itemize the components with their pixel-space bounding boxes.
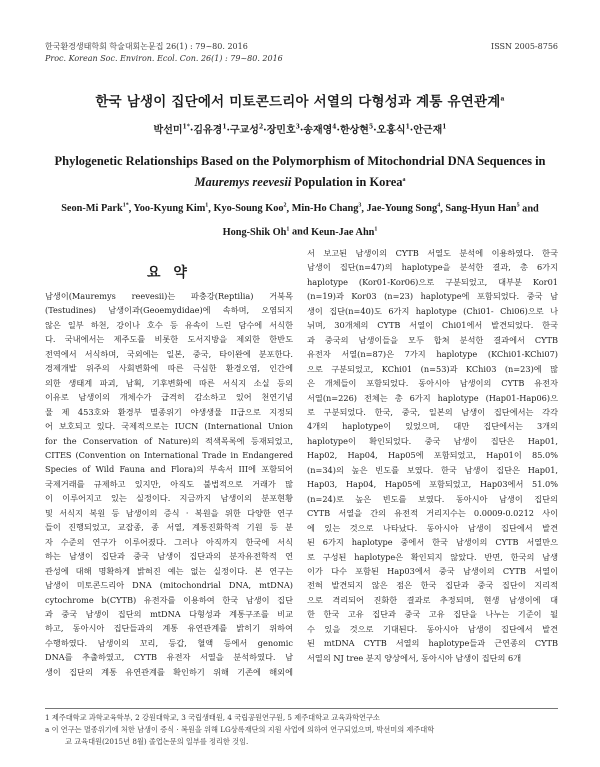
- abstract-line: 된 6가지 haplotype 중에서 한국 남생이의 CYTB 서열만으: [307, 537, 558, 548]
- author-en: Seon-Mi Park$^{1*}$: [61, 203, 129, 215]
- abstract-line: 과 중국의 남생이들을 모두 합쳐 분석한 결과에서 CYTB: [307, 334, 558, 345]
- abstract-line: 하고, 동아시아 집단들과의 계통 유연관계를 밝히기 위하여: [45, 623, 293, 634]
- abstract-line: 뉘며, 30개체의 CYTB 서열이 Chi01에서 발견되었다. 한국: [307, 320, 558, 331]
- abstract-line: 로 구분되었다. 한국, 중국, 일본의 남생이 집단에서는 각각: [307, 406, 558, 417]
- author-ko: ·구교성$^2$: [226, 123, 264, 136]
- abstract-line: 4개의 haplotype이 있었으며, 대만 집단에서는 3개의: [307, 421, 558, 432]
- footnote-affiliations: 1 제주대학교 과학교육학부, 2 강원대학교, 3 국립생태원, 4 국립공원연구원, 5 제주대학교 교육과학연구소: [45, 713, 380, 722]
- affiliation-mark: 5: [516, 203, 520, 209]
- author-ko: ·장민호$^3$: [263, 123, 300, 136]
- abstract-line: 국제거래를 규제하고 있지만, 아직도 불법적으로 거래가 많: [45, 478, 293, 489]
- abstract-line: CYTB 서열을 간의 유전적 거리지수는 0.0009-0.0212 사이: [307, 508, 558, 519]
- journal-en: Proc. Korean Soc. Environ. Ecol. Con. 26(1) : 79~80. 2016: [45, 54, 283, 63]
- author-ko: ·한상현$^5$: [336, 123, 374, 136]
- abstract-line: 로 구성된 haplotype은 확인되지 않았다. 반면, 한국의 남생: [307, 551, 558, 562]
- abstract-line: 물 제 453호와 환경부 멸종위기 야생생물 II급으로 지정되: [45, 406, 293, 417]
- authors-english: Seon-Mi Park$^{1*}$, Yoo-Kyung Kim$^1$, Kyo-Soung Koo$^2$, Min-Ho Chang$^3$, Jae-Young Song$^4$, Sang-Hyun Han$^5$ and Hong-Shik Oh$^1$ and Keun-Jae Ahn$^1$: [61, 203, 539, 238]
- abstract-line: for the Conservation of Nature)의 적색목록에 등재되었고,: [45, 435, 293, 446]
- affiliation-mark: 4: [437, 203, 441, 209]
- abstract-line: 수 있을 것으로 기대된다. 동아시아 남생이 집단에서 발견: [307, 623, 558, 634]
- abstract-line: 서 보고된 남생이의 CYTB 서열도 분석에 이용하였다. 한국: [307, 248, 558, 258]
- abstract-line: 다. 국내에서는 제주도를 비롯한 도서지방을 제외한 한반도: [45, 334, 293, 345]
- author-en: Keun-Jae Ahn$^1$: [311, 226, 378, 238]
- affiliation-mark: 1: [205, 203, 209, 209]
- affiliation-mark: 1: [374, 226, 378, 233]
- affiliation-mark: 1: [405, 123, 410, 131]
- abstract-line: 않은 일부 하천, 강이나 호수 등 유속이 느린 담수에 서식한: [45, 319, 293, 330]
- abstract-line: 수행하였다. 남생이의 꼬리, 등갑, 혈액 등에서 genomic: [45, 637, 293, 648]
- title-korean: 한국 남생이 집단에서 미토콘드리아 서열의 다형성과 계통 유연관계$^a$: [95, 94, 505, 110]
- abstract-line: haplotype이 확인되었다. 중국 남생이 집단은 Hap01,: [307, 435, 558, 446]
- author-ko: 박선미$^{1*}$: [153, 123, 190, 136]
- abstract-line: CITES (Convention on International Trade in Endangered: [45, 449, 293, 460]
- abstract-line: Hap03, Hap04, Hap05에 포함되었고, Hap03에서 51.0%: [307, 479, 558, 490]
- abstract-line: 으로 격리되어 진화한 결과로 추정되며, 현생 남생이에 대: [307, 594, 558, 605]
- abstract-line: 한 한국 고유 집단과 중국 고유 집단을 나누는 기준이 될: [307, 609, 558, 620]
- footnote-funding-cont: 교 교육대원(2015년 8월) 졸업논문의 일부를 정리한 것임.: [65, 737, 249, 746]
- abstract-line: 은 개체들이 포함되었다. 동아시아 남생이의 CYTB 유전자: [307, 378, 558, 389]
- affiliation-mark: 3: [358, 203, 362, 209]
- abstract-line: (n=19)과 Kor03 (n=23) haplotype에 포함되었다. 중국 남: [307, 291, 558, 302]
- abstract-line: 서열(n=226) 전체는 총 6가지 haplotype (Hap01-Hap06)으: [307, 392, 558, 403]
- abstract-right-column: [307, 246, 558, 665]
- affiliation-mark: 1: [222, 123, 227, 131]
- abstract-line: Species of Wild Fauna and Flora)의 부속서 III에 포함되어: [45, 464, 293, 475]
- abstract-line: 전역에서 서식하며, 국외에는 일본, 중국, 타이완에 분포한다.: [45, 348, 293, 359]
- abstract-line: 전혀 발견되지 않은 점은 한국 집단과 중국 집단이 지리적: [307, 580, 558, 591]
- abstract-line: 이 이루어지고 있는 실정이다. 지금까지 남생이의 분포현황: [45, 493, 293, 504]
- footnote-funding: a 이 연구는 멸종위기에 처한 남생이 증식 · 복원을 위해 LG상록재단의 지원 사업에 의하여 연구되었으며, 박선미의 제주대학: [45, 725, 435, 734]
- affiliation-mark: 4: [332, 123, 337, 131]
- affiliation-mark: 2: [258, 123, 264, 131]
- abstract-line: 들이 진행되었고, 교잡종, 종 서열, 계통진화학적 기원 등 분: [45, 522, 293, 533]
- abstract-line: 남생이 집단(n=47)의 haplotype을 분석한 결과, 총 6가지: [307, 262, 558, 273]
- abstract-line: (n=34)의 높은 빈도를 보였다. 한국 남생이 집단은 Hap01,: [307, 464, 558, 475]
- running-header: [45, 41, 558, 65]
- footnotes: [45, 712, 558, 748]
- abstract-line: 생이 집단(n=40)도 6가지 haplotype (Chi01- Chi06)으로 나: [307, 305, 558, 316]
- abstract-line: 된 mtDNA CYTB 서열의 haplotype들과 근연종의 CYTB: [307, 638, 558, 649]
- affiliation-mark: 1: [442, 123, 447, 131]
- abstract-line: 남생이 미토콘드리아 DNA (mitochondrial DNA, mtDNA): [45, 580, 293, 591]
- species-name: Mauremys reevesii: [194, 175, 292, 190]
- footnote-divider: [45, 708, 558, 709]
- abstract-line: DNA를 추출하였고, CYTB 유전자 서열을 분석하였다. 남: [45, 652, 293, 663]
- abstract-line: cytochrome b(CYTB) 유전자를 이용하여 한국 남생이 집단: [45, 594, 293, 605]
- abstract-line: 생이 집단의 계통 유연관계를 확인하기 위해 기존에 해외에: [45, 666, 293, 677]
- author-ko: ·김유경$^1$: [189, 123, 227, 136]
- issn: ISSN 2005-8756: [491, 42, 558, 51]
- abstract-line: (n=24)로 높은 빈도를 보였다. 동아시아 남생이 집단의: [307, 493, 558, 504]
- abstract-line: 어 보호되고 있다. 국제적으로는 IUCN (International Union: [45, 421, 293, 432]
- abstract-line: 자 수준의 연구가 이루어졌다. 그러나 아직까지 한국에 서식: [45, 536, 293, 547]
- author-en: Kyo-Soung Koo$^2$: [213, 203, 287, 215]
- abstract-left-column: [45, 289, 293, 679]
- affiliation-mark: 1*: [122, 203, 129, 209]
- affiliation-mark: 5: [368, 123, 374, 131]
- title-english: Phylogenetic Relationships Based on the Polymorphism of Mitochondrial DNA Sequences in Mauremys reevesii Population in Korea$^a$: [54, 154, 546, 190]
- author-en: Hong-Shik Oh$^1$: [222, 226, 290, 238]
- abstract-line: (Testudines) 남생이과(Geoemydidae)에 속하며, 오염되지: [45, 305, 293, 316]
- abstract-line: 경제개발 위주의 사회변화에 따른 극심한 환경오염, 인간에: [45, 363, 293, 374]
- abstract-line: 과 중국 남생이 집단의 mtDNA 다형성과 계통구조를 비교: [45, 608, 293, 619]
- abstract-line: 의한 생태계 파괴, 남획, 기후변화에 따른 서식지 소실 등의: [45, 377, 293, 388]
- author-en: Sang-Hyun Han$^5$: [445, 203, 520, 215]
- abstract-line: 서열의 NJ tree 분지 양상에서, 동아시아 남생이 집단의 6개: [307, 652, 522, 663]
- author-en: Yoo-Kyung Kim$^1$: [133, 203, 209, 215]
- author-en: Min-Ho Chang$^3$: [291, 203, 362, 215]
- author-ko: ·송재영$^4$: [299, 123, 337, 136]
- abstract-line: 이유로 남생이의 개체수가 급격히 감소하고 있어 천연기념: [45, 392, 293, 403]
- abstract-line: 남생이(Mauremys reevesii)는 파충강(Reptilia) 거북목: [45, 291, 293, 301]
- abstract-heading: 요 약: [147, 265, 191, 281]
- abstract-line: 하는 남생이 집단과 중국 남생이 집단과의 분자유전학적 연: [45, 551, 293, 562]
- author-ko: ·오홍식$^1$: [373, 123, 410, 136]
- author-en: Jae-Young Song$^4$: [366, 203, 441, 215]
- author-ko: ·안근재$^1$: [409, 123, 447, 136]
- affiliation-mark: 2: [283, 203, 287, 209]
- affiliation-mark: 1: [286, 226, 290, 233]
- authors-korean: [30, 121, 570, 136]
- abstract-line: 으로 구분되었고, KChi01 (n=53)과 KChi03 (n=23)에 많: [307, 363, 558, 374]
- abstract-line: 유전자 서열(n=87)은 7가지 haplotype (KChi01-KChi07): [307, 349, 558, 360]
- journal-ko: 한국환경생태학회 학술대회논문집 26(1) : 79~80. 2016: [45, 42, 248, 51]
- affiliation-mark: 1*: [182, 123, 190, 131]
- affiliation-mark: 3: [295, 123, 300, 131]
- abstract-line: 및 서식지 복원 등 남생이의 증식 · 복원을 위한 다양한 연구: [45, 507, 293, 518]
- abstract-line: 관성에 대해 명확하게 밝혀진 예는 없는 실정이다. 본 연구는: [45, 565, 293, 576]
- abstract-line: 에 있는 것으로 나타났다. 동아시아 남생이 집단에서 발견: [307, 522, 558, 533]
- abstract-line: Hap02, Hap04, Hap05에 포함되었고, Hap01이 85.0%: [307, 450, 558, 461]
- abstract-line: 이가 다수 포함된 Hap03에서 중국 남생이의 CYTB 서열이: [307, 565, 558, 576]
- abstract-line: haplotype (Kor01-Kor06)으로 구분되었고, 대부분 Kor01: [307, 276, 558, 287]
